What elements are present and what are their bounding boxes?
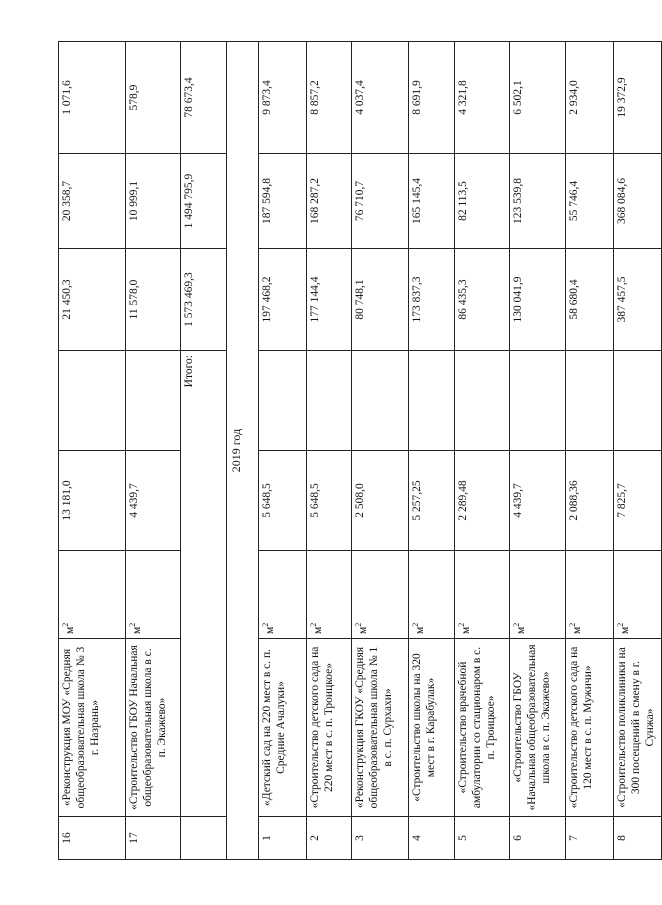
year-heading-row [227, 42, 259, 860]
unit-text: м [356, 626, 369, 634]
capacity-value: 2 508,0 [352, 451, 409, 551]
total-cost: 197 468,2 [259, 249, 307, 351]
subtotal-label: Итого: [181, 351, 227, 817]
empty-cell [510, 351, 566, 451]
row-number: 16 [59, 817, 126, 860]
objects-table [58, 41, 662, 860]
row-number: 17 [126, 817, 181, 860]
total-cost: 177 144,4 [307, 249, 352, 351]
unit-cell [409, 551, 455, 639]
unit-text: м [263, 626, 276, 634]
regional-funds: 6 502,1 [510, 42, 566, 154]
unit-cell [510, 551, 566, 639]
unit-cell [259, 551, 307, 639]
total-cost: 11 578,0 [126, 249, 181, 351]
regional-funds: 578,9 [126, 42, 181, 154]
table-row [614, 42, 662, 860]
unit-text: м [311, 626, 324, 634]
capacity-value: 2 289,48 [455, 451, 510, 551]
empty-cell [126, 351, 181, 451]
unit-text: м [130, 626, 143, 634]
table-row [510, 42, 566, 860]
unit-exponent: 2 [616, 622, 625, 627]
unit-cell [352, 551, 409, 639]
federal-funds: 168 287,2 [307, 154, 352, 249]
row-number: 7 [566, 817, 614, 860]
capacity-value: 5 648,5 [307, 451, 352, 551]
object-name: «Реконструкция МОУ «Средняя общеобразовательная школа № 3 г. Назрань» [59, 639, 126, 817]
federal-funds: 165 145,4 [409, 154, 455, 249]
table-row [126, 42, 181, 860]
object-name: «Строительство ГБОУ «Начальная общеобразовательная школа в с. п. Экажево» [510, 639, 566, 817]
regional-funds: 1 071,6 [59, 42, 126, 154]
unit-exponent: 2 [411, 622, 420, 627]
unit-exponent: 2 [354, 622, 363, 627]
unit-exponent: 2 [457, 622, 466, 627]
object-name: «Строительство детского сада на 120 мест в с. п. Мужичи» [566, 639, 614, 817]
unit-text: м [63, 626, 76, 634]
object-name: «Строительство поликлиники на 300 посещений в смену в г. Сунжа» [614, 639, 662, 817]
subtotal-total: 1 573 469,3 [181, 249, 227, 351]
capacity-value: 2 088,36 [566, 451, 614, 551]
regional-funds: 4 321,8 [455, 42, 510, 154]
empty-cell [181, 817, 227, 860]
federal-funds: 187 594,8 [259, 154, 307, 249]
unit-text: м [618, 626, 631, 634]
subtotal-federal: 1 494 795,9 [181, 154, 227, 249]
federal-funds: 76 710,7 [352, 154, 409, 249]
unit-cell [307, 551, 352, 639]
subtotal-row [181, 42, 227, 860]
table-row [352, 42, 409, 860]
capacity-value: 5 257,25 [409, 451, 455, 551]
table-row [409, 42, 455, 860]
federal-funds: 10 999,1 [126, 154, 181, 249]
capacity-value: 13 181,0 [59, 451, 126, 551]
year-heading: 2019 год [227, 42, 259, 860]
regional-funds: 4 037,4 [352, 42, 409, 154]
object-name: «Строительство врачебной амбулатории со стационаром в с. п. Троицкое» [455, 639, 510, 817]
federal-funds: 82 113,5 [455, 154, 510, 249]
unit-exponent: 2 [61, 622, 70, 627]
row-number: 3 [352, 817, 409, 860]
object-name: «Строительство школы на 320 мест в г. Карабулак» [409, 639, 455, 817]
federal-funds: 20 358,7 [59, 154, 126, 249]
table-row [307, 42, 352, 860]
empty-cell [409, 351, 455, 451]
table-row [455, 42, 510, 860]
total-cost: 387 457,5 [614, 249, 662, 351]
unit-exponent: 2 [568, 622, 577, 627]
object-name: «Строительство ГБОУ Начальная общеобразовательная школа в с. п. Экажево» [126, 639, 181, 817]
table-row [259, 42, 307, 860]
row-number: 2 [307, 817, 352, 860]
empty-cell [59, 351, 126, 451]
capacity-value: 7 825,7 [614, 451, 662, 551]
empty-cell [566, 351, 614, 451]
regional-funds: 8 857,2 [307, 42, 352, 154]
unit-cell [566, 551, 614, 639]
unit-exponent: 2 [512, 622, 521, 627]
empty-cell [259, 351, 307, 451]
unit-cell [59, 551, 126, 639]
total-cost: 86 435,3 [455, 249, 510, 351]
empty-cell [614, 351, 662, 451]
empty-cell [455, 351, 510, 451]
regional-funds: 19 372,9 [614, 42, 662, 154]
federal-funds: 55 746,4 [566, 154, 614, 249]
unit-text: м [570, 626, 583, 634]
table-body [59, 42, 662, 860]
unit-exponent: 2 [309, 622, 318, 627]
subtotal-regional: 78 673,4 [181, 42, 227, 154]
unit-cell [126, 551, 181, 639]
table-row [566, 42, 614, 860]
capacity-value: 4 439,7 [126, 451, 181, 551]
total-cost: 21 450,3 [59, 249, 126, 351]
regional-funds: 9 873,4 [259, 42, 307, 154]
row-number: 4 [409, 817, 455, 860]
unit-exponent: 2 [128, 622, 137, 627]
capacity-value: 5 648,5 [259, 451, 307, 551]
total-cost: 173 837,3 [409, 249, 455, 351]
empty-cell [307, 351, 352, 451]
unit-text: м [514, 626, 527, 634]
total-cost: 58 680,4 [566, 249, 614, 351]
unit-text: м [459, 626, 472, 634]
object-name: «Детский сад на 220 мест в с. п. Средние Ачалуки» [259, 639, 307, 817]
row-number: 5 [455, 817, 510, 860]
row-number: 1 [259, 817, 307, 860]
federal-funds: 368 084,6 [614, 154, 662, 249]
total-cost: 130 041,9 [510, 249, 566, 351]
unit-cell [614, 551, 662, 639]
object-name: «Строительство детского сада на 220 мест в с. п. Троицкое» [307, 639, 352, 817]
row-number: 8 [614, 817, 662, 860]
total-cost: 80 748,1 [352, 249, 409, 351]
unit-cell [455, 551, 510, 639]
regional-funds: 2 934,0 [566, 42, 614, 154]
row-number: 6 [510, 817, 566, 860]
capacity-value: 4 439,7 [510, 451, 566, 551]
federal-funds: 123 539,8 [510, 154, 566, 249]
unit-text: м [413, 626, 426, 634]
regional-funds: 8 691,9 [409, 42, 455, 154]
unit-exponent: 2 [261, 622, 270, 627]
table-row [59, 42, 126, 860]
object-name: «Реконструкция ГКОУ «Средняя общеобразовательная школа № 1 в с. п. Сурхахи» [352, 639, 409, 817]
rotated-table-wrapper [58, 42, 656, 860]
empty-cell [352, 351, 409, 451]
